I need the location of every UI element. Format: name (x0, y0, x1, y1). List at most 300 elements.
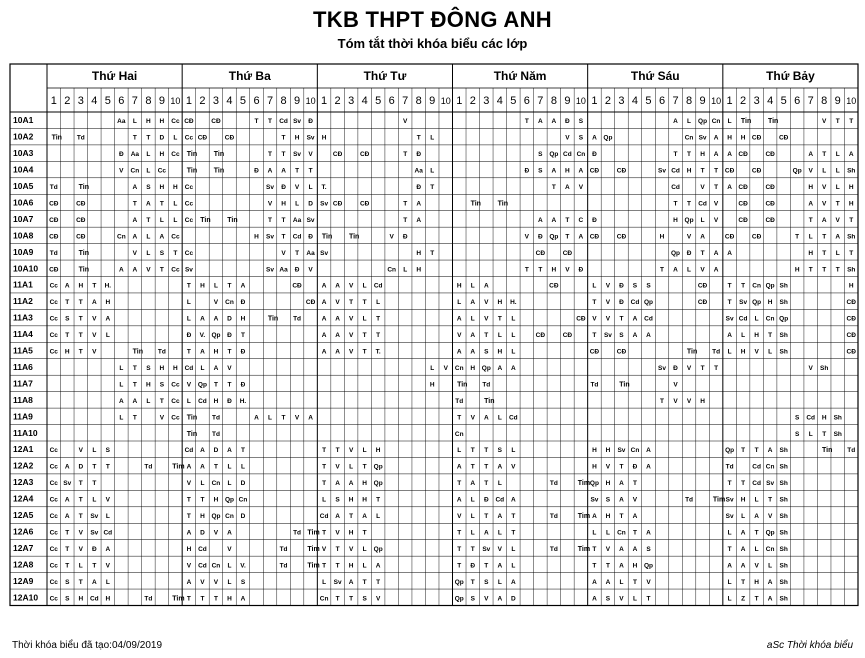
lesson-cell: S (578, 134, 584, 142)
lesson-cell: Cd (198, 562, 207, 570)
lesson-cell: A (646, 332, 651, 340)
lesson-cell: Đ (673, 364, 678, 372)
lesson-cell: CĐ (549, 282, 559, 290)
lesson-cell: Qp (373, 480, 383, 488)
lesson-cell: Cd (495, 496, 505, 504)
lesson-cell: A (186, 578, 192, 586)
lesson-cell: Cn (319, 595, 329, 603)
lesson-cell: T (565, 216, 570, 224)
lesson-cell: T (484, 513, 489, 521)
lesson-cell: T (335, 595, 340, 603)
lesson-cell: H (146, 118, 151, 126)
lesson-cell: A (64, 282, 70, 290)
lesson-cell: A (767, 578, 773, 586)
lesson-cell: T (484, 562, 489, 570)
lesson-cell: CĐ (616, 348, 627, 356)
lesson-cell: T (200, 496, 205, 504)
lesson-cell: T (362, 332, 367, 340)
lesson-cell: CĐ (738, 184, 748, 192)
lesson-cell: V (646, 578, 651, 586)
period-number: 4 (767, 95, 774, 107)
lesson-cell: A (132, 266, 138, 274)
lesson-cell: Sv (90, 529, 99, 537)
lesson-cell: S (240, 578, 246, 586)
lesson-cell: A (497, 595, 503, 603)
lesson-cell: CĐ (332, 151, 343, 159)
lesson-cell: Sh (779, 332, 788, 340)
lesson-cell: V (822, 200, 827, 208)
lesson-cell: V (348, 545, 354, 553)
lesson-cell: V (105, 496, 110, 504)
lesson-cell: A (159, 233, 165, 241)
class-label: 11A7 (13, 378, 33, 389)
period-number: 3 (77, 95, 84, 107)
lesson-cell: T (65, 332, 70, 340)
lesson-cell: Sv (266, 266, 275, 274)
lesson-cell: D (240, 480, 246, 488)
lesson-cell: CĐ (359, 200, 370, 208)
lesson-cell: V (605, 463, 611, 471)
lesson-cell: T (727, 299, 732, 307)
lesson-cell: Tin (484, 397, 495, 405)
lesson-cell: V (605, 315, 611, 323)
lesson-cell: Tin (186, 167, 198, 175)
lesson-cell: A (673, 118, 678, 126)
lesson-cell: H (362, 480, 367, 488)
lesson-cell: L (835, 184, 840, 192)
lesson-cell: A (200, 315, 205, 323)
lesson-cell: T (849, 118, 854, 126)
lesson-cell: V (484, 595, 489, 603)
lesson-cell: Tin (457, 381, 468, 389)
lesson-cell: H (159, 364, 165, 372)
lesson-cell: T (349, 299, 354, 307)
lesson-cell: Cn (454, 364, 464, 372)
lesson-cell: H (213, 397, 219, 405)
lesson-cell: Td (847, 447, 856, 455)
lesson-cell: CĐ (49, 233, 59, 241)
lesson-cell: Cn (617, 529, 626, 537)
lesson-cell: A (848, 151, 854, 159)
lesson-cell: CĐ (211, 118, 221, 126)
lesson-cell: A (200, 463, 205, 471)
lesson-cell: Qp (671, 249, 681, 257)
lesson-cell: T (335, 545, 340, 553)
lesson-cell: T (835, 266, 840, 274)
lesson-cell: CĐ (224, 134, 235, 142)
lesson-cell: Đ (281, 184, 286, 192)
lesson-cell: T (92, 480, 97, 488)
lesson-cell: V (686, 364, 692, 372)
lesson-cell: V (92, 348, 97, 356)
lesson-cell: H (848, 184, 854, 192)
lesson-cell: T (105, 463, 110, 471)
lesson-cell: Tim (307, 562, 320, 570)
lesson-cell: Cc (49, 332, 58, 340)
lesson-cell: A (767, 595, 773, 603)
lesson-cell: Tin (227, 216, 238, 224)
lesson-cell: Cn (765, 545, 775, 553)
lesson-cell: T (322, 529, 327, 537)
lesson-cell: CĐ (49, 200, 59, 208)
lesson-cell: A (456, 496, 462, 504)
lesson-cell: V (348, 332, 354, 340)
lesson-cell: L (592, 529, 597, 537)
class-label: 10A3 (13, 148, 34, 159)
lesson-cell: Tin (470, 200, 481, 208)
lesson-cell: H (605, 513, 611, 521)
lesson-cell: L (322, 578, 327, 586)
lesson-cell: Td (279, 545, 288, 553)
lesson-cell: A (64, 513, 70, 521)
lesson-cell: Sv (320, 200, 329, 208)
lesson-cell: V (200, 578, 205, 586)
lesson-cell: A (348, 480, 354, 488)
lesson-cell: A (619, 480, 624, 488)
lesson-cell: Cn (765, 315, 775, 323)
lesson-cell: V (348, 447, 354, 455)
period-number: 2 (64, 95, 71, 107)
lesson-cell: T (700, 364, 705, 372)
lesson-cell: S (578, 118, 584, 126)
lesson-cell: Tin (213, 151, 225, 159)
lesson-cell: Td (590, 381, 599, 389)
lesson-cell: CĐ (332, 200, 343, 208)
period-number: 5 (239, 95, 247, 107)
lesson-cell: Sh (779, 299, 788, 307)
lesson-cell: T (78, 332, 83, 340)
lesson-cell: T (511, 513, 516, 521)
class-label: 12A1 (13, 444, 34, 455)
lesson-cell: H (848, 200, 854, 208)
lesson-cell: T (308, 167, 313, 175)
lesson-cell: Sh (779, 578, 788, 586)
lesson-cell: L (403, 266, 408, 274)
lesson-cell: H (294, 134, 300, 142)
lesson-cell: T (376, 496, 381, 504)
lesson-cell: H (348, 496, 354, 504)
lesson-cell: L (741, 513, 746, 521)
lesson-cell: T (822, 151, 827, 159)
lesson-cell: Td (211, 414, 220, 422)
lesson-cell: V (754, 562, 759, 570)
lesson-cell: H (686, 167, 692, 175)
lesson-cell: A (281, 167, 286, 175)
lesson-cell: A (538, 118, 543, 126)
lesson-cell: T (376, 315, 381, 323)
lesson-cell: Qp (684, 216, 694, 224)
lesson-cell: T (268, 118, 273, 126)
lesson-cell: H (740, 348, 746, 356)
lesson-cell: S (470, 595, 475, 603)
lesson-cell: A (619, 562, 624, 570)
lesson-cell: T (497, 315, 502, 323)
lesson-cell: A (132, 233, 138, 241)
lesson-cell: CĐ (589, 233, 600, 241)
lesson-cell: L (227, 562, 232, 570)
lesson-cell: T (65, 529, 70, 537)
period-number: 2 (199, 95, 206, 107)
lesson-cell: A (254, 414, 259, 422)
lesson-cell: Cc (49, 595, 58, 603)
lesson-cell: A (321, 299, 327, 307)
period-number: 10 (711, 96, 722, 106)
lesson-cell: T (362, 463, 367, 471)
class-label: 12A9 (13, 575, 34, 586)
lesson-cell: Qp (454, 578, 464, 586)
lesson-cell: V (294, 414, 300, 422)
lesson-cell: Tin (186, 414, 198, 422)
lesson-cell: T (822, 266, 827, 274)
lesson-cell: Sv (306, 216, 315, 224)
lesson-cell: H (700, 397, 705, 405)
period-number: 4 (496, 95, 503, 107)
lesson-cell: H. (239, 397, 247, 405)
lesson-cell: T (78, 315, 83, 323)
lesson-cell: H (173, 184, 178, 192)
lesson-cell: Đ (240, 299, 246, 307)
lesson-cell: L (132, 118, 137, 126)
lesson-cell: CĐ (535, 249, 546, 257)
lesson-cell: S (795, 414, 800, 422)
lesson-cell: T (754, 529, 759, 537)
period-number: 8 (145, 95, 152, 107)
lesson-cell: T (92, 282, 97, 290)
lesson-cell: V (186, 381, 192, 389)
lesson-cell: T (254, 118, 259, 126)
lesson-cell: L (119, 364, 124, 372)
lesson-cell: T (457, 414, 462, 422)
lesson-cell: H (740, 134, 746, 142)
lesson-cell: T (822, 249, 827, 257)
lesson-cell: Td (549, 480, 558, 488)
lesson-cell: T (213, 463, 218, 471)
lesson-cell: A (321, 282, 327, 290)
lesson-cell: Td (725, 463, 734, 471)
lesson-cell: Đ (186, 332, 192, 340)
lesson-cell: L (173, 134, 178, 142)
lesson-cell: V (348, 315, 354, 323)
class-label: 10A8 (13, 230, 34, 241)
lesson-cell: Tim (172, 463, 185, 471)
lesson-cell: L (362, 315, 367, 323)
period-number: 6 (523, 95, 530, 107)
lesson-cell: A (118, 266, 124, 274)
lesson-cell: CĐ (697, 282, 708, 290)
lesson-cell: H (200, 282, 205, 290)
lesson-cell: T (335, 447, 340, 455)
lesson-cell: S (646, 282, 651, 290)
period-number: 8 (821, 95, 828, 107)
lesson-cell: Td (712, 348, 721, 356)
lesson-cell: T (65, 562, 70, 570)
lesson-cell: S (646, 545, 651, 553)
lesson-cell: T (565, 233, 570, 241)
lesson-cell: Cd (89, 595, 99, 603)
lesson-cell: A (510, 364, 516, 372)
lesson-cell: Sv (725, 496, 734, 504)
lesson-cell: A (727, 562, 732, 570)
lesson-cell: Cc (171, 266, 180, 274)
lesson-cell: S (484, 578, 489, 586)
lesson-cell: T (159, 397, 164, 405)
period-number: 10 (440, 96, 451, 106)
lesson-cell: Qp (211, 332, 221, 340)
lesson-cell: L (322, 496, 327, 504)
lesson-cell: Cd (319, 513, 329, 521)
lesson-cell: L (727, 348, 732, 356)
lesson-cell: V (578, 184, 584, 192)
lesson-cell: V (119, 167, 124, 175)
lesson-cell: H (456, 282, 462, 290)
lesson-cell: T (322, 447, 327, 455)
lesson-cell: L (727, 529, 732, 537)
lesson-cell: L (470, 282, 475, 290)
lesson-cell: CĐ (846, 315, 856, 323)
period-number: 5 (104, 95, 111, 107)
lesson-cell: T (430, 249, 435, 257)
lesson-cell: A (727, 249, 732, 257)
period-number: 5 (510, 95, 517, 107)
lesson-cell: T (416, 134, 421, 142)
class-label: 11A1 (13, 279, 33, 290)
lesson-cell: T (470, 578, 475, 586)
lesson-cell: V (700, 266, 705, 274)
lesson-cell: T (687, 200, 692, 208)
lesson-cell: H (159, 118, 165, 126)
lesson-cell: Cn (117, 233, 126, 241)
lesson-cell: L (835, 249, 840, 257)
lesson-cell: Cn (211, 562, 221, 570)
period-number: 1 (185, 95, 192, 107)
period-number: 3 (483, 95, 490, 107)
lesson-cell: V (132, 249, 138, 257)
lesson-cell: L (687, 118, 692, 126)
lesson-cell: T (551, 184, 556, 192)
class-label: 10A1 (13, 115, 34, 126)
lesson-cell: CĐ (76, 216, 86, 224)
lesson-cell: T (281, 134, 286, 142)
lesson-cell: Sh (779, 480, 788, 488)
lesson-cell: L (173, 200, 178, 208)
lesson-cell: Tin (619, 381, 630, 389)
lesson-cell: T (700, 249, 705, 257)
lesson-cell: T (660, 266, 665, 274)
lesson-cell: S (605, 595, 611, 603)
lesson-cell: L (700, 216, 705, 224)
lesson-cell: Td (293, 529, 302, 537)
lesson-cell: H (78, 282, 84, 290)
lesson-cell: CĐ (765, 216, 775, 224)
lesson-cell: Tin (267, 315, 279, 323)
lesson-cell: Aa (292, 216, 302, 224)
lesson-cell: A (740, 529, 746, 537)
lesson-cell: T (727, 545, 732, 553)
lesson-cell: Qp (779, 315, 789, 323)
lesson-cell: L (362, 447, 367, 455)
lesson-cell: A (808, 200, 814, 208)
lesson-cell: CĐ (49, 266, 59, 274)
lesson-cell: V (767, 513, 773, 521)
lesson-cell: L (511, 545, 516, 553)
lesson-cell: A (578, 167, 584, 175)
lesson-cell: S (65, 315, 70, 323)
lesson-cell: CĐ (846, 332, 856, 340)
lesson-cell: Sv (658, 364, 666, 372)
lesson-cell: Đ (308, 118, 313, 126)
lesson-cell: S (335, 496, 340, 504)
lesson-cell: L (511, 447, 516, 455)
lesson-cell: H (727, 134, 732, 142)
lesson-cell: Aa (130, 151, 140, 159)
lesson-cell: A (335, 348, 340, 356)
lesson-cell: T (322, 480, 327, 488)
lesson-cell: T. (321, 184, 327, 192)
lesson-cell: A (227, 529, 232, 537)
lesson-cell: Cd (738, 315, 748, 323)
lesson-cell: T (281, 151, 286, 159)
lesson-cell: H (227, 595, 232, 603)
class-label: 11A2 (13, 296, 33, 307)
lesson-cell: V (484, 299, 489, 307)
lesson-cell: Tim (172, 595, 185, 603)
lesson-cell: T (200, 595, 205, 603)
lesson-cell: Sh (779, 595, 788, 603)
lesson-cell: Sh (779, 562, 788, 570)
lesson-cell: T (457, 480, 462, 488)
lesson-cell: CĐ (184, 118, 194, 126)
lesson-cell: Cc (49, 299, 58, 307)
lesson-cell: L (362, 562, 367, 570)
lesson-cell: Sv (603, 332, 612, 340)
lesson-cell: CĐ (76, 200, 86, 208)
lesson-cell: T (213, 381, 218, 389)
lesson-cell: A (308, 414, 313, 422)
lesson-cell: Td (279, 562, 288, 570)
lesson-cell: V (146, 266, 151, 274)
lesson-cell: CĐ (765, 151, 775, 159)
lesson-cell: V (443, 364, 448, 372)
lesson-cell: Sv (698, 134, 707, 142)
lesson-cell: L (78, 562, 83, 570)
lesson-cell: H (794, 266, 800, 274)
lesson-cell: V (335, 299, 340, 307)
lesson-cell: L (727, 578, 732, 586)
lesson-cell: L (227, 463, 232, 471)
lesson-cell: Tin (686, 348, 698, 356)
lesson-cell: L (470, 315, 475, 323)
lesson-cell: L (146, 233, 151, 241)
lesson-cell: T (795, 233, 800, 241)
lesson-cell: A (132, 216, 138, 224)
lesson-cell: A (91, 578, 97, 586)
period-number: 10 (575, 96, 586, 106)
day-header: Thứ Ba (228, 69, 271, 83)
lesson-cell: T (132, 414, 137, 422)
lesson-cell: V (822, 184, 827, 192)
lesson-cell: CĐ (765, 200, 775, 208)
period-number: 7 (672, 95, 679, 107)
lesson-cell: S (484, 348, 489, 356)
lesson-cell: D (78, 463, 84, 471)
lesson-cell: Cc (171, 233, 180, 241)
lesson-cell: L (186, 315, 191, 323)
lesson-cell: A (416, 200, 422, 208)
lesson-cell: Cc (171, 414, 180, 422)
lesson-cell: Tin (213, 167, 225, 175)
lesson-cell: L (146, 249, 151, 257)
lesson-cell: S (159, 381, 165, 389)
